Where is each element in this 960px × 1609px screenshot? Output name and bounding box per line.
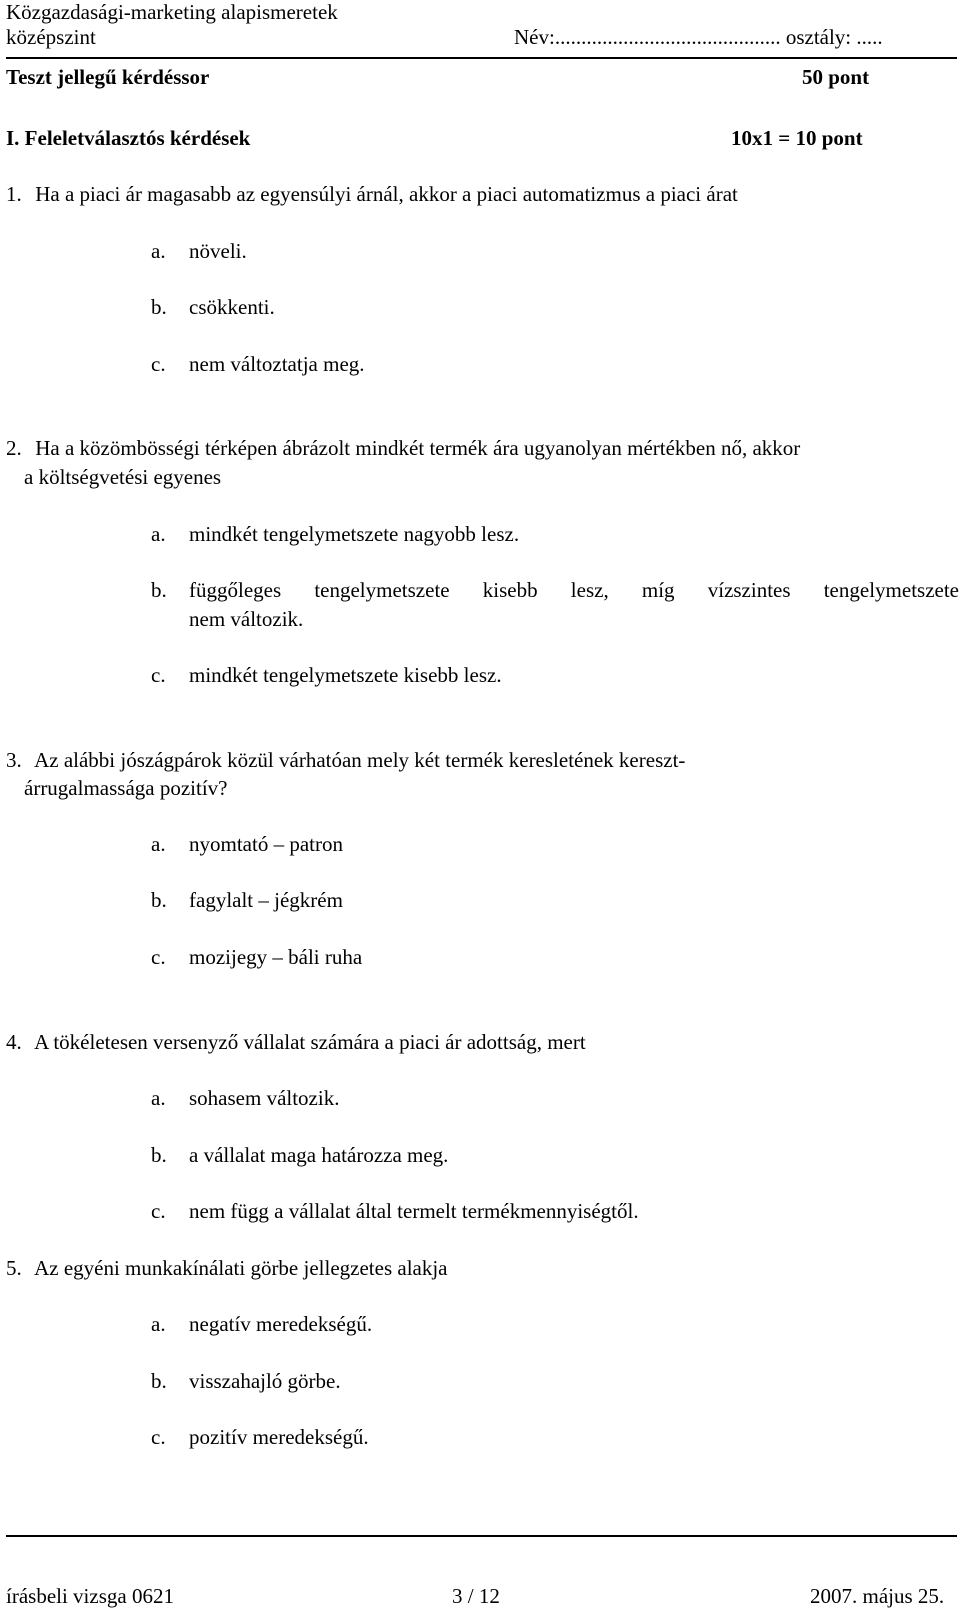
test-points: 50 pont bbox=[802, 65, 870, 89]
option-text: fagylalt – jégkrém bbox=[189, 888, 343, 912]
question-5 bbox=[6, 1254, 958, 1283]
question-2-option-c bbox=[151, 661, 959, 690]
footer-rule bbox=[6, 1535, 957, 1537]
option-text: nem változtatja meg. bbox=[189, 352, 365, 376]
option-text-continuation: nem változik. bbox=[189, 607, 304, 631]
question-5-option-c bbox=[151, 1423, 959, 1452]
question-2-option-b bbox=[151, 576, 959, 634]
option-letter: a. bbox=[151, 832, 166, 856]
question-2-continuation bbox=[6, 463, 960, 492]
option-letter: c. bbox=[151, 1425, 166, 1449]
question-text-continuation: árrugalmassága pozitív? bbox=[24, 776, 228, 800]
question-3 bbox=[6, 746, 958, 775]
option-text: mindkét tengelymetszete nagyobb lesz. bbox=[189, 522, 520, 546]
option-letter: a. bbox=[151, 1086, 166, 1110]
exam-code: írásbeli vizsga 0621 bbox=[6, 1584, 174, 1608]
option-letter: a. bbox=[151, 522, 166, 546]
option-text: csökkenti. bbox=[189, 295, 275, 319]
question-1 bbox=[6, 180, 958, 209]
option-letter: c. bbox=[151, 663, 166, 687]
question-text-continuation: a költségvetési egyenes bbox=[24, 465, 222, 489]
page-number: 3 / 12 bbox=[452, 1584, 500, 1608]
question-3-option-c bbox=[151, 943, 959, 972]
option-text: sohasem változik. bbox=[189, 1086, 340, 1110]
question-5-option-a bbox=[151, 1310, 959, 1339]
exam-date: 2007. május 25. bbox=[810, 1584, 945, 1608]
option-text: negatív meredekségű. bbox=[189, 1312, 373, 1336]
option-text: pozitív meredekségű. bbox=[189, 1425, 369, 1449]
question-text: Az alábbi jószágpárok közül várhatóan mely két termék keresletének kereszt- bbox=[34, 748, 686, 772]
option-letter: b. bbox=[151, 1369, 167, 1393]
option-letter: b. bbox=[151, 295, 167, 319]
option-text: a vállalat maga határozza meg. bbox=[189, 1143, 449, 1167]
option-text: mozijegy – báli ruha bbox=[189, 945, 363, 969]
option-text: függőleges tengelymetszete kisebb lesz, míg vízszintes tengelymetszete bbox=[189, 578, 959, 602]
question-number: 5. bbox=[6, 1256, 22, 1280]
question-4-option-b bbox=[151, 1141, 959, 1170]
name-class-field: Név:........................................... osztály: ..... bbox=[514, 25, 883, 49]
option-text: nem függ a vállalat által termelt termékmennyiségtől. bbox=[189, 1199, 639, 1223]
option-letter: a. bbox=[151, 1312, 166, 1336]
header-rule bbox=[6, 57, 957, 59]
question-2-option-a bbox=[151, 520, 959, 549]
question-number: 2. bbox=[6, 436, 22, 460]
question-1-option-c bbox=[151, 350, 959, 379]
question-text: A tökéletesen versenyző vállalat számára a piaci ár adottság, mert bbox=[34, 1030, 586, 1054]
question-3-option-a bbox=[151, 830, 959, 859]
question-number: 3. bbox=[6, 748, 22, 772]
option-letter: c. bbox=[151, 352, 166, 376]
option-text: visszahajló görbe. bbox=[189, 1369, 341, 1393]
question-text: Az egyéni munkakínálati görbe jellegzetes alakja bbox=[34, 1256, 448, 1280]
option-text: mindkét tengelymetszete kisebb lesz. bbox=[189, 663, 502, 687]
option-letter: c. bbox=[151, 945, 166, 969]
question-4 bbox=[6, 1028, 958, 1057]
test-title: Teszt jellegű kérdéssor bbox=[6, 65, 210, 89]
section-title: I. Feleletválasztós kérdések bbox=[6, 126, 251, 150]
option-letter: c. bbox=[151, 1199, 166, 1223]
question-number: 1. bbox=[6, 182, 22, 206]
question-text: Ha a közömbösségi térképen ábrázolt mindkét termék ára ugyanolyan mértékben nő, akkor bbox=[35, 436, 801, 460]
subject-title: Közgazdasági-marketing alapismeretek bbox=[6, 0, 338, 24]
option-letter: b. bbox=[151, 1143, 167, 1167]
option-letter: b. bbox=[151, 888, 167, 912]
option-letter: a. bbox=[151, 239, 166, 263]
option-letter: b. bbox=[151, 578, 167, 602]
question-number: 4. bbox=[6, 1030, 22, 1054]
question-4-option-c bbox=[151, 1197, 959, 1226]
question-1-option-b bbox=[151, 293, 959, 322]
section-points: 10x1 = 10 pont bbox=[731, 126, 863, 150]
option-text: nyomtató – patron bbox=[189, 832, 343, 856]
question-3-option-b bbox=[151, 886, 959, 915]
level-label: középszint bbox=[6, 25, 96, 49]
question-1-option-a bbox=[151, 237, 959, 266]
question-text: Ha a piaci ár magasabb az egyensúlyi árnál, akkor a piaci automatizmus a piaci árat bbox=[35, 182, 738, 206]
option-text: növeli. bbox=[189, 239, 247, 263]
question-4-option-a bbox=[151, 1084, 959, 1113]
question-2 bbox=[6, 434, 958, 463]
question-5-option-b bbox=[151, 1367, 959, 1396]
question-3-continuation bbox=[6, 774, 960, 803]
option-text-wrapper bbox=[189, 576, 959, 634]
